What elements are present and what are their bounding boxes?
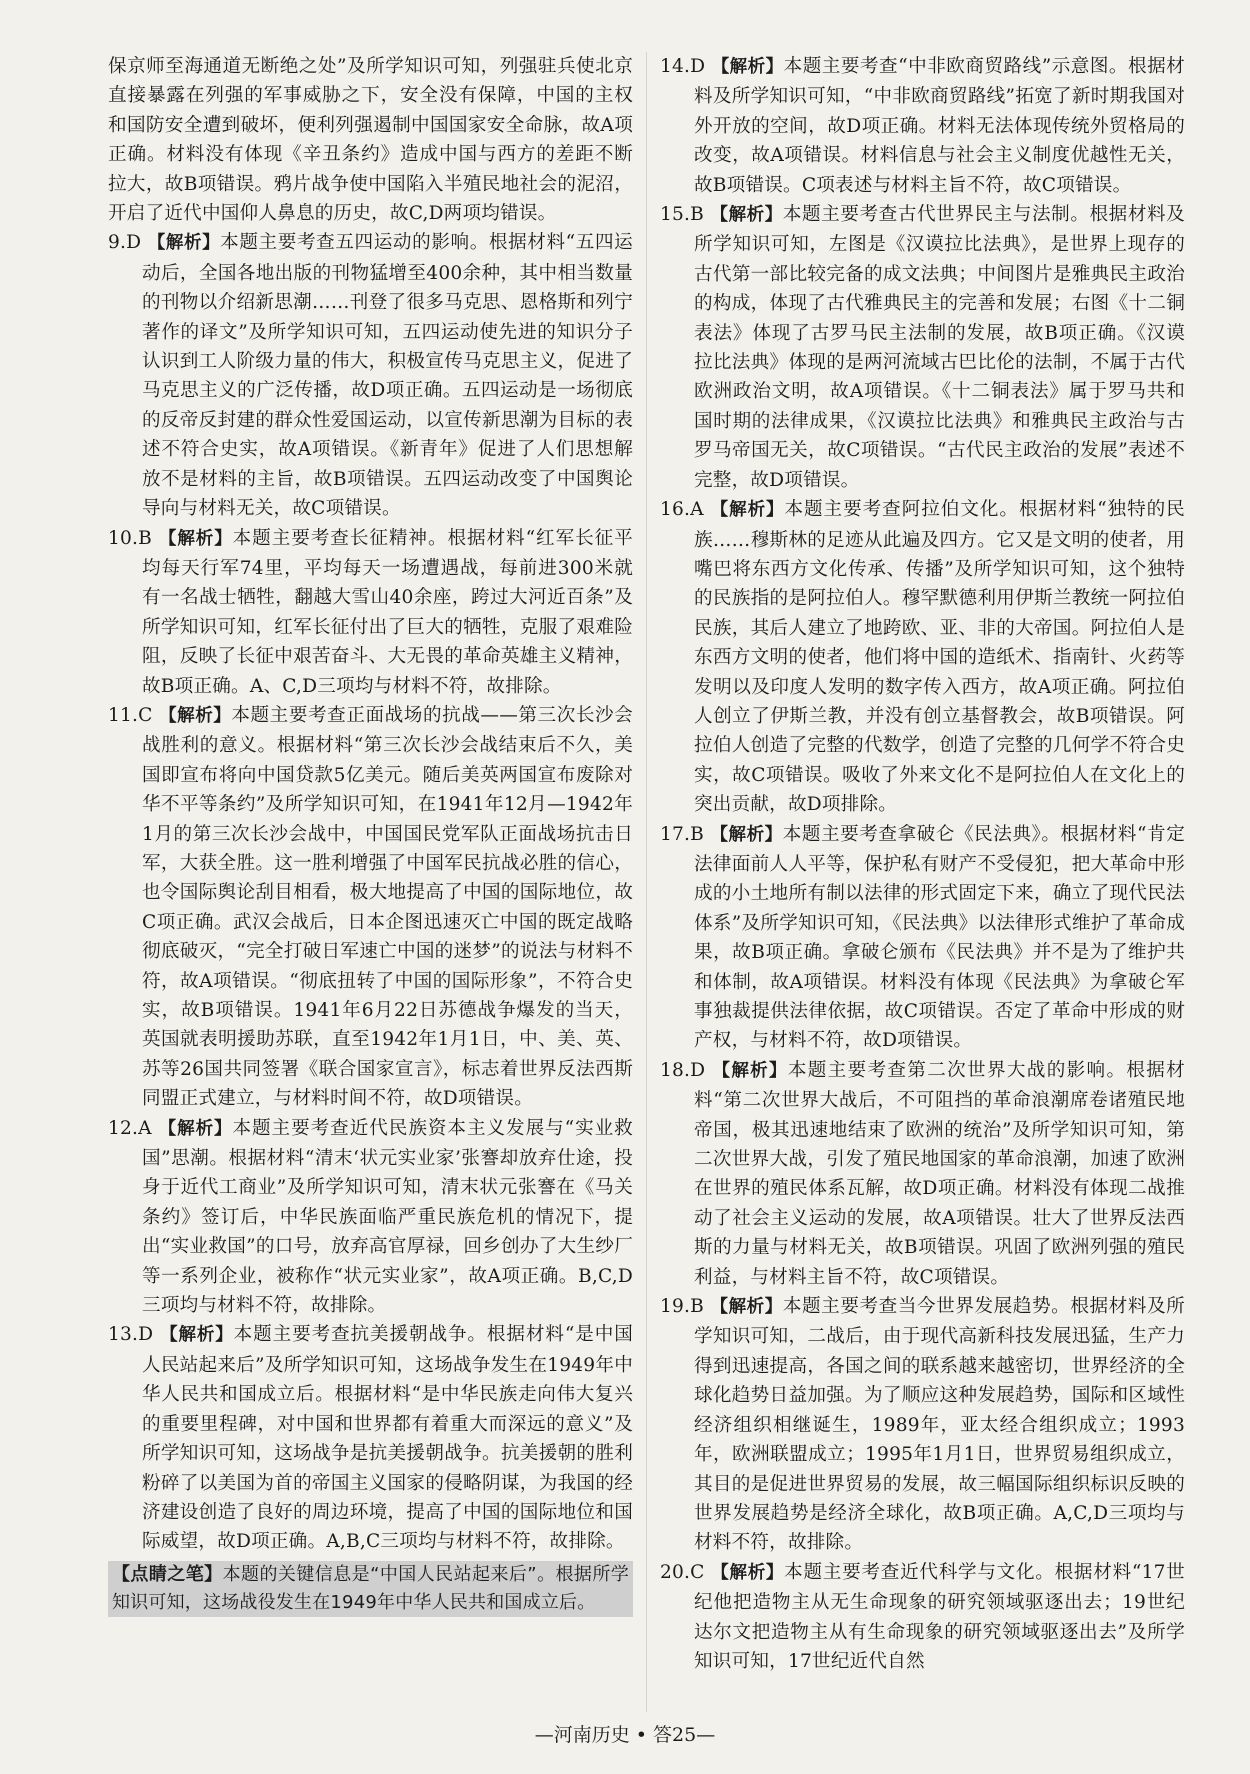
- answer-item-20: [660, 1558, 1185, 1677]
- item-number: 15.B: [660, 204, 705, 226]
- item-text: 本题主要考查古代世界民主与法制。根据材料及所学知识可知，左图是《汉谟拉比法典》，是世界上现存的古代第一部比较完备的成文法典；中间图片是雅典民主政治的构成，体现了古代雅典民主的完善和发展；右图《十二铜表法》体现了古罗马民主法制的发展，故B项正确。《汉谟拉比法典》体现的是两河流域古巴比伦的法制，不属于古代欧洲政治文明，故A项错误。《十二铜表法》属于罗马共和国时期的法律成果，《汉谟拉比法典》和雅典民主政治与古罗马帝国无关，故C项错误。“古代民主政治的发展”表述不完整，故D项错误。: [694, 204, 1185, 491]
- answer-item-10: [108, 524, 633, 701]
- item-number: 9.D: [108, 232, 142, 254]
- answer-item-11: [108, 701, 633, 1114]
- answer-item-12: [108, 1114, 633, 1321]
- analysis-tag: 【解析】: [710, 205, 783, 226]
- answer-item-9: [108, 228, 633, 523]
- item-text: 本题主要考查正面战场的抗战——第三次长沙会战胜利的意义。根据材料“第三次长沙会战结束后不久，美国即宣布将向中国贷款5亿美元。随后美英两国宣布废除对华不平等条约”及所学知识可知，在1941年12月—1942年1月的第三次长沙会战中，中国国民党军队正面战场抗击日军，大获全胜。这一胜利增强了中国军民抗战必胜的信心，也令国际舆论刮目相看，极大地提高了中国的国际地位，故C项正确。武汉会战后，日本企图迅速灭亡中国的既定战略彻底破灭，“完全打破日军速亡中国的迷梦”的说法与材料不符，故A项错误。“彻底扭转了中国的国际形象”，不符合史实，故B项错误。1941年6月22日苏德战争爆发的当天，英国就表明援助苏联，直至1942年1月1日，中、美、英、苏等26国共同签署《联合国家宣言》，标志着世界反法西斯同盟正式建立，与材料时间不符，故D项错误。: [142, 704, 633, 1110]
- analysis-tag: 【解析】: [710, 1297, 783, 1318]
- item-number: 10.B: [108, 527, 153, 549]
- analysis-tag: 【解析】: [159, 705, 232, 726]
- analysis-tag: 【解析】: [158, 528, 233, 549]
- answer-item-16: [660, 495, 1185, 819]
- item-number: 19.B: [660, 1296, 705, 1318]
- item-number: 11.C: [108, 704, 153, 726]
- analysis-tag: 【解析】: [712, 1060, 788, 1081]
- analysis-tag: 【解析】: [710, 500, 785, 521]
- analysis-tag: 【解析】: [160, 1325, 234, 1346]
- item-text: 本题主要考查第二次世界大战的影响。根据材料“第二次世界大战后，不可阻挡的革命浪潮席卷诸殖民地帝国，极其迅速地结束了欧洲的统治”及所学知识可知，第二次世界大战，引发了殖民地国家的革命浪潮，加速了欧洲在世界的殖民体系瓦解，故D项正确。材料没有体现二战推动了社会主义运动的发展，故A项错误。壮大了世界反法西斯的力量与材料无关，故B项错误。巩固了欧洲列强的殖民利益，与材料主旨不符，故C项错误。: [694, 1059, 1185, 1288]
- item-text: 本题主要考查当今世界发展趋势。根据材料及所学知识可知，二战后，由于现代高新科技发展迅猛，生产力得到迅速提高，各国之间的联系越来越密切，世界经济的全球化趋势日益加强。为了顺应这种发展趋势，国际和区域性经济组织相继诞生，1989年，亚太经合组织成立；1993年，欧洲联盟成立；1995年1月1日，世界贸易组织成立，其目的是促进世界贸易的发展，故三幅国际组织标识反映的世界发展趋势是经济全球化，故B项正确。A,C,D三项均与材料不符，故排除。: [694, 1296, 1185, 1554]
- column-divider: [646, 52, 647, 1712]
- item-text: 本题主要考查长征精神。根据材料“红军长征平均每天行军74里，平均每天一场遭遇战，每前进300米就有一名战士牺牲，翻越大雪山40余座，跨过大河近百条”及所学知识可知，红军长征付出了巨大的牺牲，克服了艰难险阻，反映了长征中艰苦奋斗、大无畏的革命英雄主义精神，故B项正确。A、C,D三项均与材料不符，故排除。: [142, 527, 633, 697]
- item-text: 本题主要考查“中非欧商贸路线”示意图。根据材料及所学知识可知，“中非欧商贸路线”拓宽了新时期我国对外开放的空间，故D项正确。材料无法体现传统外贸格局的改变，故A项错误。材料信息与社会主义制度优越性无关，故B项错误。C项表述与材料主旨不符，故C项错误。: [694, 56, 1185, 196]
- analysis-tag: 【解析】: [158, 1118, 233, 1139]
- item-number: 13.D: [108, 1324, 154, 1346]
- page-footer: —河南历史 • 答25—: [534, 1724, 716, 1746]
- intro-paragraph: 保京师至海通道无断绝之处”及所学知识可知，列强驻兵使北京直接暴露在列强的军事威胁之下，安全没有保障，中国的主权和国防安全遭到破坏，便利列强遏制中国国家安全命脉，故A项正确。材料没有体现《辛丑条约》造成中国与西方的差距不断拉大，故B项错误。鸦片战争使中国陷入半殖民地社会的泥沼，开启了近代中国仰人鼻息的历史，故C,D两项均错误。: [108, 56, 633, 225]
- tip-text: 本题的关键信息是“中国人民站起来后”。根据所学知识可知，这场战役发生在1949年中华人民共和国成立后。: [112, 1563, 630, 1613]
- tip-box: [108, 1561, 633, 1617]
- item-text: 本题主要考查五四运动的影响。根据材料“五四运动后，全国各地出版的刊物猛增至400余种，其中相当数量的刊物以介绍新思潮……刊登了很多马克思、恩格斯和列宁著作的译文”及所学知识可知，五四运动使先进的知识分子认识到工人阶级力量的伟大，积极宣传马克思主义，促进了马克思主义的广泛传播，故D项正确。五四运动是一场彻底的反帝反封建的群众性爱国运动，以宣传新思潮为目标的表述不符合史实，故A项错误。《新青年》促进了人们思想解放不是材料的主旨，故B项错误。五四运动改变了中国舆论导向与材料无关，故C项错误。: [142, 232, 633, 520]
- analysis-tag: 【解析】: [710, 824, 783, 845]
- answer-item-17: [660, 820, 1185, 1056]
- item-number: 18.D: [660, 1059, 706, 1081]
- answer-item-15: [660, 200, 1185, 495]
- item-number: 14.D: [660, 56, 706, 77]
- answer-item-13: [108, 1320, 633, 1556]
- item-number: 20.C: [660, 1561, 705, 1583]
- item-number: 17.B: [660, 823, 705, 845]
- item-number: 16.A: [660, 499, 704, 521]
- answer-item-18: [660, 1056, 1185, 1292]
- analysis-tag: 【解析】: [711, 1562, 785, 1583]
- right-column: [660, 52, 1185, 1676]
- answer-item-19: [660, 1292, 1185, 1558]
- analysis-tag: 【解析】: [711, 57, 784, 77]
- answer-item-14: [660, 52, 1185, 200]
- item-text: 本题主要考查阿拉伯文化。根据材料“独特的民族……穆斯林的足迹从此遍及四方。它又是文明的使者，用嘴巴将东西方文化传承、传播”及所学知识可知，这个独特的民族指的是阿拉伯人。穆罕默德利用伊斯兰教统一阿拉伯民族，其后人建立了地跨欧、亚、非的大帝国。阿拉伯人是东西方文明的使者，他们将中国的造纸术、指南针、火药等发明以及印度人发明的数字传入西方，故A项正确。阿拉伯人创立了伊斯兰教，并没有创立基督教会，故B项错误。阿拉伯人创造了完整的代数学，创造了完整的几何学不符合史实，故C项错误。吸收了外来文化不是阿拉伯人在文化上的突出贡献，故D项排除。: [694, 499, 1185, 816]
- item-text: 本题主要考查抗美援朝战争。根据材料“是中国人民站起来后”及所学知识可知，这场战争发生在1949年中华人民共和国成立后。根据材料“是中华民族走向伟大复兴的重要里程碑，对中国和世界都有着重大而深远的意义”及所学知识可知，这场战争是抗美援朝战争。抗美援朝的胜利粉碎了以美国为首的帝国主义国家的侵略阴谋，为我国的经济建设创造了良好的周边环境，提高了中国的国际地位和国际威望，故D项正确。A,B,C三项均与材料不符，故排除。: [142, 1324, 633, 1553]
- tip-tag: 【点睛之笔】: [112, 1563, 223, 1585]
- analysis-tag: 【解析】: [147, 233, 221, 254]
- item-text: 本题主要考查近代科学与文化。根据材料“17世纪他把造物主从无生命现象的研究领域驱逐出去；19世纪达尔文把造物主从有生命现象的研究领域驱逐出去”及所学知识可知，17世纪近代自然: [694, 1561, 1185, 1672]
- left-column: [108, 52, 633, 1617]
- item-number: 12.A: [108, 1117, 152, 1139]
- item-text: 本题主要考查近代民族资本主义发展与“实业救国”思潮。根据材料“清末‘状元实业家’张謇却放弃仕途，投身于近代工商业”及所学知识可知，清末状元张謇在《马关条约》签订后，中华民族面临严重民族危机的情况下，提出“实业救国”的口号，放弃高官厚禄，回乡创办了大生纱厂等一系列企业，被称作“状元实业家”，故A项正确。B,C,D三项均与材料不符，故排除。: [142, 1117, 633, 1317]
- item-text: 本题主要考查拿破仑《民法典》。根据材料“肯定法律面前人人平等，保护私有财产不受侵犯，把大革命中形成的小土地所有制以法律的形式固定下来，确立了现代民法体系”及所学知识可知，《民法典》以法律形式维护了革命成果，故B项正确。拿破仑颁布《民法典》并不是为了维护共和体制，故A项错误。材料没有体现《民法典》为拿破仑军事独裁提供法律依据，故C项错误。否定了革命中形成的财产权，与材料不符，故D项错误。: [694, 823, 1185, 1052]
